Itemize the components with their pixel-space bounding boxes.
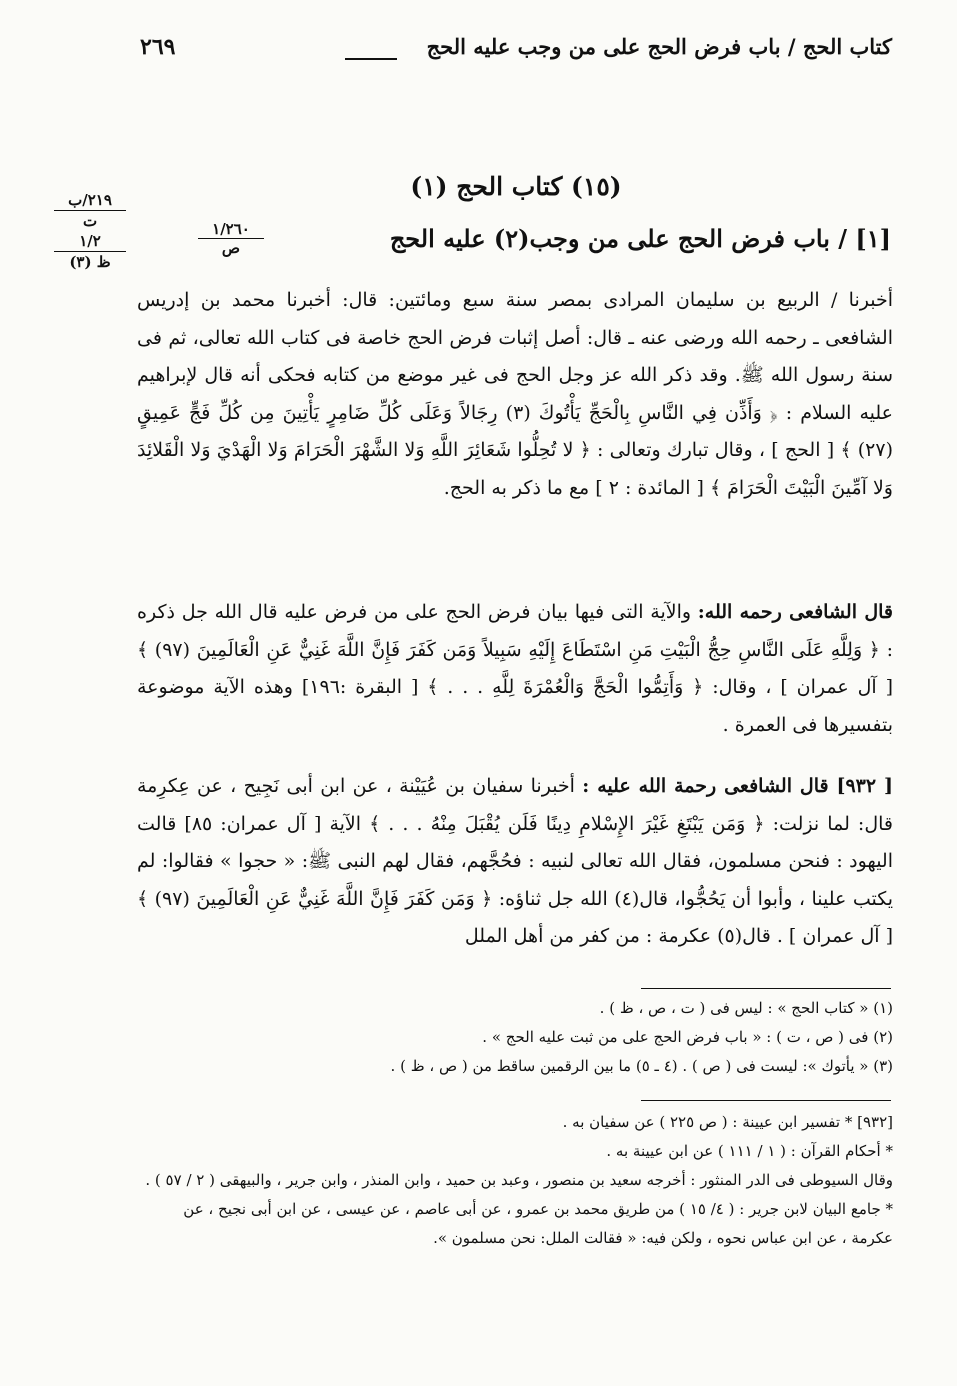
paragraph-lead: قال الشافعى رحمه الله: — [697, 601, 894, 623]
body-paragraph — [137, 594, 893, 744]
body-paragraph — [137, 768, 893, 956]
body-paragraph — [137, 282, 893, 507]
paragraph-text: والآية التى فيها بيان فرض الحج على من فرض عليه قال الله جل ذكره : ﴿ وَلِلَّهِ عَلَى النَّاسِ حِجُّ الْبَيْتِ مَنِ اسْتَطَاعَ إِلَيْهِ سَبِيلاً وَمَن كَفَرَ فَإِنَّ اللَّهَ غَنِيٌّ عَنِ الْعَالَمِينَ (٩٧) ﴾ [ آل عمران ] ، وقال: ﴿ وَأَتِمُّوا الْحَجَّ وَالْعُمْرَةَ لِلَّهِ . . . ﴾ [ البقرة :١٩٦] وهذه الآية موضوعة بتفسيرها فى العمرة . — [137, 601, 893, 736]
textual-footnotes — [137, 994, 893, 1081]
paragraph-text: أخبرنا سفيان بن عُيَيْنة ، عن ابن أبى نَجِيح ، عن عِكرِمة قال: لما نزلت: ﴿ وَمَن يَبْتَغِ غَيْرَ الإِسْلامِ دِينًا فَلَن يُقْبَلَ مِنْهُ . . . ﴾ الآية [ آل عمران: ٨٥] قالت اليهود : فنحن مسلمون، فقال الله تعالى لنبيه : فحُجَّهم، فقال لهم النبى ﷺ: « حجوا » فقالوا: لم يكتب علينا ، وأبوا أن يَحُجُّوا، قال(٤) الله جل ثناؤه: ﴿ وَمَن كَفَرَ فَإِنَّ اللَّهَ غَنِيٌّ عَنِ الْعَالَمِينَ (٩٧) ﴾ [ آل عمران ] . قال(٥) عكرمة : من كفر من أهل الملل — [137, 775, 893, 947]
manuscript-reference-siglum: ص — [221, 239, 241, 257]
footnote: وقال السيوطى فى الدر المنثور : أخرجه سعيد بن منصور ، وعبد بن حميد ، وابن المنذر ، وابن جرير ، والبيهقى ( ٢ / ٥٧ ) . — [145, 1171, 893, 1189]
running-header — [140, 34, 892, 68]
margin-note-siglum-2: ظ (٣) — [69, 253, 111, 271]
footnote: * أحكام القرآن : ( ١ / ١١١ ) عن ابن عيينة به . — [606, 1142, 893, 1160]
chapter-heading: [١] / باب فرض الحج على من وجب(٢) عليه الحج — [389, 224, 891, 253]
manuscript-reference-folio: ١/٢٦٠ — [198, 220, 264, 239]
margin-note-folio: ٢١٩/ب — [54, 190, 126, 211]
manuscript-reference — [198, 220, 264, 257]
running-title: كتاب الحج / باب فرض الحج على من وجب عليه الحج — [426, 34, 892, 59]
header-rule — [345, 58, 397, 60]
book-heading: (١٥) كتاب الحج (١) — [410, 172, 622, 201]
paragraph-text: أخبرنا / الربيع بن سليمان المرادى بمصر سنة سبع ومائتين: قال: أخبرنا محمد بن إدريس الشافعى ـ رحمه الله ورضى عنه ـ قال: أصل إثبات فرض الحج خاصة فى كتاب الله تعالى، ثم فى سنة رسول الله ﷺ. وقد ذكر الله عز وجل الحج فى غير موضع من كتابه فحكى أنه قال لإبراهيم عليه السلام : ﴿ وَأَذِّن فِي النَّاسِ بِالْحَجِّ يَأْتُوكَ (٣) رِجَالاً وَعَلَى كُلِّ ضَامِرٍ يَأْتِينَ مِن كُلِّ فَجٍّ عَمِيقٍ (٢٧) ﴾ [ الحج ] ، وقال تبارك وتعالى : ﴿ لا تُحِلُّوا شَعَائِرَ اللَّهِ وَلا الشَّهْرَ الْحَرَامَ وَلا الْهَدْيَ وَلا الْقَلائِدَ وَلا آمِّينَ الْبَيْتَ الْحَرَامَ ﴾ [ المائدة : ٢ ] مع ما ذكر به الحج. — [137, 289, 893, 499]
footnote: * جامع البيان لابن جرير : ( ٤/ ١٥ ) من طريق محمد بن عمرو ، عن أبى عاصم ، عن عيسى ، عن ابن أبى نجيح ، عن عكرمة ، عن ابن عباس نحوه ، ولكن فيه: « فقالت الملل: نحن مسلمون ». — [183, 1200, 893, 1247]
footnote: (٢) فى ( ص ، ت ) : « باب فرض الحج على من ثبت عليه الحج » . — [482, 1028, 893, 1046]
paragraph-lead: [ ٩٣٢] قال الشافعى رحمة الله عليه : — [582, 775, 893, 797]
margin-note-siglum: ت — [82, 212, 98, 230]
margin-note-folio-2: ١/٢ — [54, 231, 126, 252]
footnote: (٣) « يأتوك »: ليست فى ( ص ) . (٤ ـ ٥) ما بين الرقمين ساقط من ( ص ، ظ ) . — [390, 1057, 893, 1075]
manuscript-margin-notes — [54, 190, 126, 272]
footnote-separator — [641, 1100, 891, 1101]
footnote: (١) « كتاب الحج » : ليس فى ( ت ، ص ، ظ ) . — [599, 999, 893, 1017]
footnote-separator — [641, 988, 891, 989]
page-number: ٢٦٩ — [140, 34, 176, 60]
source-footnotes — [137, 1108, 893, 1253]
footnote: [٩٣٢] * تفسير ابن عيينة : ( ص ٢٢٥ ) عن سفيان به . — [562, 1113, 893, 1131]
